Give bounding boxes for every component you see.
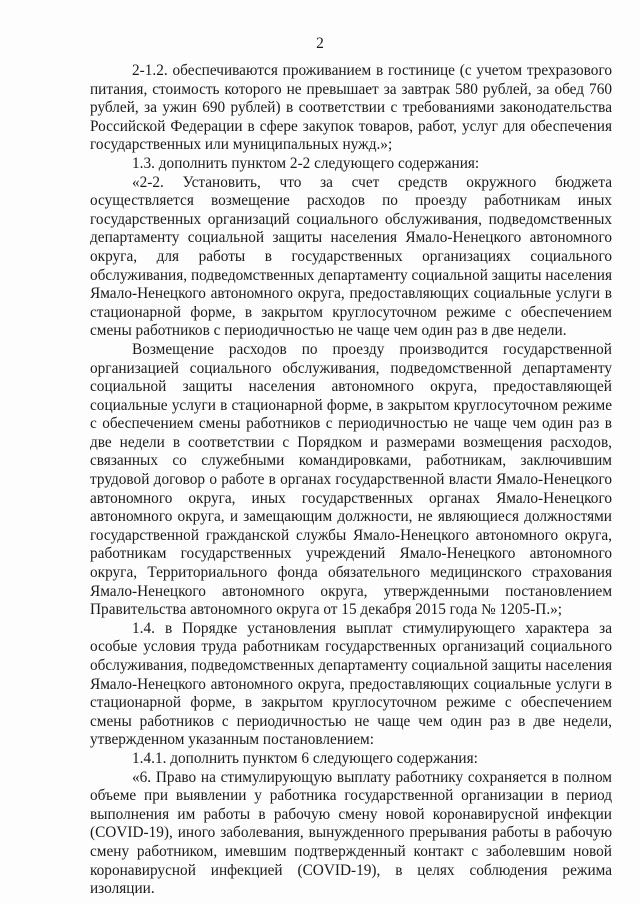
document-body (90, 62, 612, 899)
paragraph-2-2: «2-2. Установить, что за счет средств окружного бюджета осуществляется возмещение расходов по проезду работникам иных государственных организаций социального обслуживания, подведомственных департаменту социальной защиты населения Ямало-Ненецкого автономного округа, для работы в государственных организациях социального обслуживания, подведомственных департаменту социальной защиты населения Ямало-Ненецкого автономного округа, предоставляющих социальные услуги в стационарной форме, в закрытом круглосуточном режиме с обеспечением смены работников с периодичностью не чаще чем один раз в две недели. (90, 173, 612, 340)
paragraph-1-4-1: 1.4.1. дополнить пунктом 6 следующего содержания: (132, 749, 478, 767)
paragraph-1-3: 1.3. дополнить пунктом 2-2 следующего содержания: (132, 154, 480, 172)
paragraph-6: «6. Право на стимулирующую выплату работнику сохраняется в полном объеме при выявлении у работника государственной организации в период выполнения им работы в рабочую смену новой коронавирусной инфекции (COVID-19), иного заболевания, вынужденного прерывания работы в рабочую смену работником, имевшим подтвержденный контакт с заболевшим новой коронавирусной инфекцией (COVID-19), в целях соблюдения режима изоляции. (90, 768, 612, 898)
paragraph-1-4: 1.4. в Порядке установления выплат стимулирующего характера за особые условия труда работникам государственных организаций социального обслуживания, подведомственных департаменту социальной защиты населения Ямало-Ненецкого автономного округа, предоставляющих социальные услуги в стационарной форме, в закрытом круглосуточном режиме с обеспечением смены работников с периодичностью не чаще чем один раз в две недели, утвержденном указанным постановлением: (90, 619, 612, 749)
page-number: 2 (316, 35, 324, 52)
paragraph-reimbursement: Возмещение расходов по проезду производится государственной организацией социального обслуживания, подведомственной департаменту социальной защиты населения автономного округа, предоставляющей социальные услуги в стационарной форме, в закрытом круглосуточном режиме с обеспечением смены работников с периодичностью не чаще чем один раз в две недели в соответствии с Порядком и размерами возмещения расходов, связанных со служебными командировками, работникам, заключившим трудовой договор о работе в органах государственной власти Ямало-Ненецкого автономного округа, иных государственных органах Ямало-Ненецкого автономного округа, и замещающим должности, не являющиеся должностями государственной гражданской службы Ямало-Ненецкого автономного округа, работникам государственных учреждений Ямало-Ненецкого автономного округа, Территориального фонда обязательного медицинского страхования Ямало-Ненецкого автономного округа, утвержденными постановлением Правительства автономного округа от 15 декабря 2015 года № 1205-П.»; (90, 340, 612, 619)
paragraph-2-1-2: 2-1.2. обеспечиваются проживанием в гостинице (с учетом трехразового питания, стоимость которого не превышает за завтрак 580 рублей, за обед 760 рублей, за ужин 690 рублей) в соответствии с требованиями законодательства Российской Федерации в сфере закупок товаров, работ, услуг для обеспечения государственных или муниципальных нужд.»; (90, 62, 612, 154)
